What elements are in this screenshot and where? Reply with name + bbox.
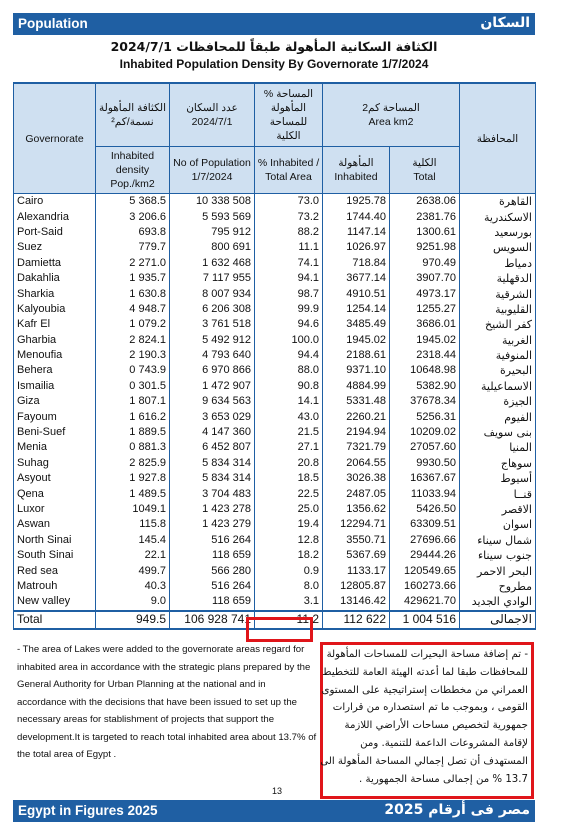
table-row	[14, 563, 536, 578]
row-population: 9 634 563	[170, 394, 255, 409]
row-governorate-ar: القاهرة	[460, 194, 536, 210]
row-percent: 74.1	[255, 256, 323, 271]
col-inhabited-header	[323, 147, 390, 194]
row-total-area: 29444.26	[390, 548, 460, 563]
row-governorate-en: Alexandria	[14, 209, 96, 224]
row-inhabited-area: 718.84	[323, 256, 390, 271]
row-total-area: 160273.66	[390, 579, 460, 594]
row-governorate-ar: الفيوم	[460, 409, 536, 424]
table-row	[14, 548, 536, 563]
row-density: 1 616.2	[96, 409, 170, 424]
row-inhabited-area: 9371.10	[323, 363, 390, 378]
row-density: 2 825.9	[96, 456, 170, 471]
table-row	[14, 194, 536, 210]
row-inhabited-area: 4884.99	[323, 379, 390, 394]
col-area-en: Area km2	[368, 116, 414, 128]
row-percent: 88.2	[255, 225, 323, 240]
footer-title-english: Egypt in Figures 2025	[18, 803, 158, 818]
total-label: Total	[14, 611, 96, 629]
table-row	[14, 579, 536, 594]
row-total-area: 2381.76	[390, 209, 460, 224]
table-title-english: Inhabited Population Density By Governorate 1/7/2024	[119, 57, 429, 71]
row-population: 566 280	[170, 563, 255, 578]
row-total-area: 1945.02	[390, 333, 460, 348]
row-population: 516 264	[170, 579, 255, 594]
row-governorate-ar: القليوبية	[460, 302, 536, 317]
row-density: 1049.1	[96, 502, 170, 517]
row-governorate-ar: بورسعيد	[460, 225, 536, 240]
row-percent: 100.0	[255, 333, 323, 348]
table-title	[13, 38, 535, 73]
row-population: 6 970 866	[170, 363, 255, 378]
row-total-area: 63309.51	[390, 517, 460, 532]
row-governorate-en: Gharbia	[14, 333, 96, 348]
row-total-area: 429621.70	[390, 594, 460, 610]
row-total-area: 3686.01	[390, 317, 460, 332]
row-inhabited-area: 1147.14	[323, 225, 390, 240]
row-total-area: 970.49	[390, 256, 460, 271]
row-governorate-ar: بنى سويف	[460, 425, 536, 440]
row-percent: 88.0	[255, 363, 323, 378]
total-percent-highlight	[246, 617, 313, 642]
table-row	[14, 286, 536, 301]
row-governorate-en: Kalyoubia	[14, 302, 96, 317]
row-total-area: 3907.70	[390, 271, 460, 286]
row-density: 1 889.5	[96, 425, 170, 440]
row-density: 2 190.3	[96, 348, 170, 363]
table-row	[14, 456, 536, 471]
row-governorate-ar: الاسكندرية	[460, 209, 536, 224]
table-row	[14, 256, 536, 271]
row-total-area: 1300.61	[390, 225, 460, 240]
row-population: 795 912	[170, 225, 255, 240]
row-density: 40.3	[96, 579, 170, 594]
table-row	[14, 302, 536, 317]
row-governorate-ar: المنيا	[460, 440, 536, 455]
row-governorate-ar: سوهاج	[460, 456, 536, 471]
row-governorate-en: South Sinai	[14, 548, 96, 563]
row-percent: 0.9	[255, 563, 323, 578]
row-total-area: 5382.90	[390, 379, 460, 394]
row-governorate-en: Fayoum	[14, 409, 96, 424]
row-population: 118 659	[170, 548, 255, 563]
row-percent: 94.1	[255, 271, 323, 286]
footer-bar	[13, 800, 535, 822]
row-density: 1 079.2	[96, 317, 170, 332]
row-population: 5 593 569	[170, 209, 255, 224]
total-population: 106 928 741	[170, 611, 255, 629]
col-governorate-en: Governorate	[14, 83, 96, 194]
footer-title-arabic: مصر فى أرقام 2025	[384, 802, 530, 818]
table-row	[14, 533, 536, 548]
row-percent: 22.5	[255, 486, 323, 501]
row-inhabited-area: 1254.14	[323, 302, 390, 317]
row-percent: 21.5	[255, 425, 323, 440]
row-density: 1 935.7	[96, 271, 170, 286]
row-governorate-en: Ismailia	[14, 379, 96, 394]
row-total-area: 27696.66	[390, 533, 460, 548]
row-governorate-ar: الجيزة	[460, 394, 536, 409]
row-percent: 94.6	[255, 317, 323, 332]
row-density: 3 206.6	[96, 209, 170, 224]
row-total-area: 11033.94	[390, 486, 460, 501]
row-percent: 25.0	[255, 502, 323, 517]
col-inhabited-en: Inhabited	[334, 171, 378, 183]
table-row	[14, 409, 536, 424]
row-percent: 20.8	[255, 456, 323, 471]
col-total-ar: الكلية	[412, 157, 437, 169]
row-total-area: 120549.65	[390, 563, 460, 578]
row-percent: 11.1	[255, 240, 323, 255]
col-area-header	[323, 83, 460, 147]
section-title-arabic: السكان	[480, 15, 530, 31]
row-percent: 73.0	[255, 194, 323, 210]
row-governorate-en: North Sinai	[14, 533, 96, 548]
row-inhabited-area: 1945.02	[323, 333, 390, 348]
row-density: 1 807.1	[96, 394, 170, 409]
table-row	[14, 517, 536, 532]
row-population: 1 472 907	[170, 379, 255, 394]
table-row	[14, 209, 536, 224]
row-population: 3 653 029	[170, 409, 255, 424]
table-row	[14, 594, 536, 610]
row-population: 5 834 314	[170, 471, 255, 486]
row-governorate-en: Menia	[14, 440, 96, 455]
row-governorate-en: Kafr El	[14, 317, 96, 332]
row-governorate-ar: جنوب سيناء	[460, 548, 536, 563]
row-inhabited-area: 12805.87	[323, 579, 390, 594]
total-label-arabic: الاجمالى	[460, 611, 536, 629]
row-governorate-en: Giza	[14, 394, 96, 409]
row-total-area: 2638.06	[390, 194, 460, 210]
row-population: 6 452 807	[170, 440, 255, 455]
table-row	[14, 240, 536, 255]
col-area-ar: المساحة كم2	[362, 102, 420, 114]
row-percent: 43.0	[255, 409, 323, 424]
row-density: 0 743.9	[96, 363, 170, 378]
row-density: 1 927.8	[96, 471, 170, 486]
row-density: 2 824.1	[96, 333, 170, 348]
row-governorate-ar: الغربية	[460, 333, 536, 348]
row-governorate-en: Suhag	[14, 456, 96, 471]
row-total-area: 27057.60	[390, 440, 460, 455]
table-row	[14, 425, 536, 440]
row-population: 4 147 360	[170, 425, 255, 440]
row-percent: 12.8	[255, 533, 323, 548]
row-percent: 19.4	[255, 517, 323, 532]
row-inhabited-area: 4910.51	[323, 286, 390, 301]
row-percent: 8.0	[255, 579, 323, 594]
row-governorate-ar: الشرقية	[460, 286, 536, 301]
row-governorate-en: Cairo	[14, 194, 96, 210]
row-density: 1 630.8	[96, 286, 170, 301]
row-inhabited-area: 2188.61	[323, 348, 390, 363]
row-percent: 98.7	[255, 286, 323, 301]
table-row	[14, 379, 536, 394]
row-density: 1 489.5	[96, 486, 170, 501]
row-density: 0 881.3	[96, 440, 170, 455]
row-governorate-ar: البحيرة	[460, 363, 536, 378]
row-total-area: 5426.50	[390, 502, 460, 517]
row-governorate-en: Damietta	[14, 256, 96, 271]
row-inhabited-area: 3550.71	[323, 533, 390, 548]
row-inhabited-area: 2064.55	[323, 456, 390, 471]
col-governorate-ar: المحافظة	[460, 83, 536, 194]
table-row	[14, 333, 536, 348]
row-governorate-ar: أسيوط	[460, 471, 536, 486]
row-population: 118 659	[170, 594, 255, 610]
row-total-area: 9930.50	[390, 456, 460, 471]
row-governorate-en: Aswan	[14, 517, 96, 532]
row-percent: 94.4	[255, 348, 323, 363]
row-percent: 3.1	[255, 594, 323, 610]
row-governorate-en: Menoufia	[14, 348, 96, 363]
row-population: 800 691	[170, 240, 255, 255]
row-population: 516 264	[170, 533, 255, 548]
row-governorate-en: Qena	[14, 486, 96, 501]
density-table	[13, 82, 536, 630]
table-title-arabic: الكثافة السكانية المأهولة طبقاً للمحافظات 2024/7/1	[110, 39, 438, 54]
row-inhabited-area: 3677.14	[323, 271, 390, 286]
row-governorate-en: Beni-Suef	[14, 425, 96, 440]
row-governorate-en: Matrouh	[14, 579, 96, 594]
row-inhabited-area: 5367.69	[323, 548, 390, 563]
row-governorate-en: New valley	[14, 594, 96, 610]
row-inhabited-area: 1925.78	[323, 194, 390, 210]
row-governorate-ar: دمياط	[460, 256, 536, 271]
footnote-english: - The area of Lakes were added to the governorate areas regard for inhabited area in accordance with the strategic plans prepared by the General Authority for Urban Planning at the national and in accordance with the decisions that have been issued to set up the necessary areas for stablishment of projects that support the development.It is targeted to reach total inhabited area about 13.7% of the total area of Egypt .	[17, 644, 317, 760]
row-total-area: 1255.27	[390, 302, 460, 317]
row-inhabited-area: 1744.40	[323, 209, 390, 224]
row-population: 8 007 934	[170, 286, 255, 301]
row-population: 1 423 278	[170, 502, 255, 517]
row-density: 4 948.7	[96, 302, 170, 317]
row-inhabited-area: 2194.94	[323, 425, 390, 440]
row-percent: 90.8	[255, 379, 323, 394]
footnote-arabic: - تم إضافة مساحة البحيرات للمساحات المأهولة للمحافظات طبقا لما أعدته الهيئة العامة للتخطيط العمراني من مخططات إستراتيجية على المستوى القومى ، وبموجب ما تم استصداره من قرارات جمهورية لتخصيص مساحات الأراضي اللازمة لإقامة المشروعات الداعمة للتنمية. ومن المستهدف أن تصل إجمالي المساحة المأهولة الى 13.7 % من إجمالى مساحة الجمهورية .	[320, 649, 528, 785]
total-area: 1 004 516	[390, 611, 460, 629]
row-governorate-ar: الاقصر	[460, 502, 536, 517]
row-inhabited-area: 1026.97	[323, 240, 390, 255]
row-total-area: 16367.67	[390, 471, 460, 486]
row-percent: 18.2	[255, 548, 323, 563]
row-inhabited-area: 2487.05	[323, 486, 390, 501]
row-governorate-ar: قنــا	[460, 486, 536, 501]
table-row	[14, 225, 536, 240]
row-governorate-ar: شمال سيناء	[460, 533, 536, 548]
row-percent: 14.1	[255, 394, 323, 409]
total-percent: 11.2	[255, 611, 323, 629]
row-total-area: 10648.98	[390, 363, 460, 378]
row-percent: 73.2	[255, 209, 323, 224]
row-total-area: 4973.17	[390, 286, 460, 301]
col-population-ar: عدد السكان 2024/7/1	[170, 83, 255, 147]
row-governorate-en: Suez	[14, 240, 96, 255]
row-total-area: 5256.31	[390, 409, 460, 424]
row-inhabited-area: 5331.48	[323, 394, 390, 409]
col-percent-ar: % المساحة المأهولة للمساحة الكلية	[255, 83, 323, 147]
row-inhabited-area: 13146.42	[323, 594, 390, 610]
row-governorate-en: Port-Said	[14, 225, 96, 240]
table-row	[14, 363, 536, 378]
table-row	[14, 271, 536, 286]
total-inhabited-area: 112 622	[323, 611, 390, 629]
row-total-area: 9251.98	[390, 240, 460, 255]
table-row	[14, 348, 536, 363]
row-density: 22.1	[96, 548, 170, 563]
row-total-area: 10209.02	[390, 425, 460, 440]
row-governorate-en: Luxor	[14, 502, 96, 517]
row-population: 5 492 912	[170, 333, 255, 348]
row-governorate-en: Asyout	[14, 471, 96, 486]
row-population: 6 206 308	[170, 302, 255, 317]
col-percent-en: % Inhabited / Total Area	[255, 147, 323, 194]
row-density: 115.8	[96, 517, 170, 532]
row-population: 1 423 279	[170, 517, 255, 532]
table-row	[14, 471, 536, 486]
row-density: 9.0	[96, 594, 170, 610]
row-percent: 99.9	[255, 302, 323, 317]
row-population: 4 793 640	[170, 348, 255, 363]
row-governorate-en: Red sea	[14, 563, 96, 578]
row-inhabited-area: 12294.71	[323, 517, 390, 532]
row-inhabited-area: 2260.21	[323, 409, 390, 424]
row-density: 145.4	[96, 533, 170, 548]
row-density: 499.7	[96, 563, 170, 578]
table-row	[14, 502, 536, 517]
row-inhabited-area: 3026.38	[323, 471, 390, 486]
section-title-english: Population	[18, 16, 88, 31]
row-governorate-ar: السويس	[460, 240, 536, 255]
col-total-header	[390, 147, 460, 194]
row-density: 779.7	[96, 240, 170, 255]
row-governorate-ar: الوادي الجديد	[460, 594, 536, 610]
table-row	[14, 317, 536, 332]
row-inhabited-area: 7321.79	[323, 440, 390, 455]
row-governorate-ar: الدقهلية	[460, 271, 536, 286]
row-percent: 18.5	[255, 471, 323, 486]
col-population-en: No of Population 1/7/2024	[170, 147, 255, 194]
row-governorate-ar: مطروح	[460, 579, 536, 594]
row-density: 693.8	[96, 225, 170, 240]
row-population: 3 761 518	[170, 317, 255, 332]
row-governorate-ar: كفر الشيخ	[460, 317, 536, 332]
row-population: 7 117 955	[170, 271, 255, 286]
col-total-en: Total	[413, 171, 436, 183]
row-population: 3 704 483	[170, 486, 255, 501]
row-inhabited-area: 3485.49	[323, 317, 390, 332]
table-row	[14, 486, 536, 501]
row-governorate-ar: الاسماعيلية	[460, 379, 536, 394]
table-row	[14, 440, 536, 455]
page-number: 13	[271, 786, 282, 796]
row-density: 0 301.5	[96, 379, 170, 394]
total-density: 949.5	[96, 611, 170, 629]
row-population: 1 632 468	[170, 256, 255, 271]
row-governorate-en: Dakahlia	[14, 271, 96, 286]
row-density: 5 368.5	[96, 194, 170, 210]
row-percent: 27.1	[255, 440, 323, 455]
section-header-bar	[13, 13, 535, 35]
row-governorate-ar: البحر الاحمر	[460, 563, 536, 578]
row-governorate-en: Sharkia	[14, 286, 96, 301]
row-population: 5 834 314	[170, 456, 255, 471]
row-population: 10 338 508	[170, 194, 255, 210]
col-density-en: Inhabited density Pop./km2	[96, 147, 170, 194]
row-total-area: 2318.44	[390, 348, 460, 363]
row-governorate-en: Behera	[14, 363, 96, 378]
col-inhabited-ar: المأهولة	[338, 157, 374, 169]
col-density-ar: الكثافة المأهولة نسمة/كم²	[96, 83, 170, 147]
row-density: 2 271.0	[96, 256, 170, 271]
table-row	[14, 394, 536, 409]
row-governorate-ar: المنوفية	[460, 348, 536, 363]
row-governorate-ar: اسوان	[460, 517, 536, 532]
row-inhabited-area: 1356.62	[323, 502, 390, 517]
row-total-area: 37678.34	[390, 394, 460, 409]
row-inhabited-area: 1133.17	[323, 563, 390, 578]
